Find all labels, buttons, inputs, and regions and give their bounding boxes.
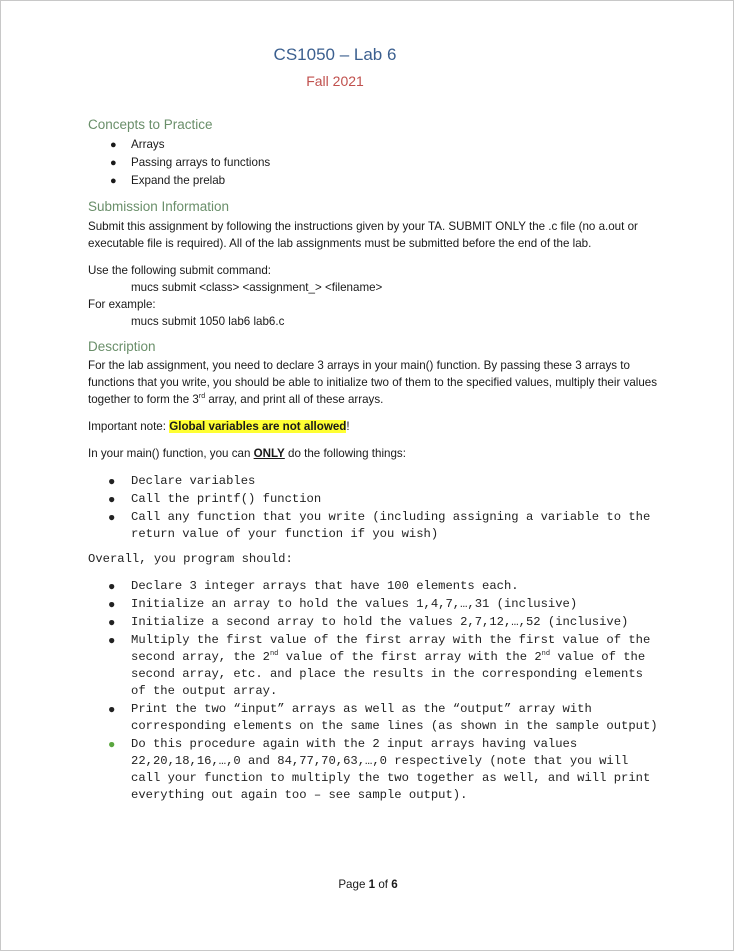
bullet-icon: ● — [108, 615, 116, 629]
list-item: ● Print the two “input” arrays as well as the “output” array with corresponding elements on the same lines (as shown in the sample output) — [108, 702, 658, 733]
description-paragraph: For the lab assignment, you need to declare 3 arrays in your main() function. By passing these 3 arrays to functions that you write, you should be able to initialize two of them to the specified values, multiply their values together to form the 3rd array, and print all of these arrays. — [88, 359, 658, 406]
example-command: mucs submit 1050 lab6 lab6.c — [131, 315, 285, 328]
bullet-icon: ● — [110, 139, 117, 151]
list-item: ● Call any function that you write (including assigning a variable to the return value of your function if you wish) — [108, 510, 651, 541]
list-item: ● Declare 3 integer arrays that have 100 elements each. — [108, 579, 519, 593]
submission-paragraph: Submit this assignment by following the instructions given by your TA. SUBMIT ONLY the .c file (no a.out or executable file is required). All of the lab assignments must be submitted before the end of the lab. — [88, 220, 638, 250]
bullet-icon: ● — [108, 474, 116, 488]
document-title: CS1050 – Lab 6 — [273, 45, 397, 64]
overall-label: Overall, you program should: — [88, 552, 293, 566]
only-emphasis: ONLY — [253, 447, 285, 460]
bullet-icon: ● — [108, 579, 116, 593]
submit-command-label: Use the following submit command: — [88, 264, 272, 277]
page-footer: Page 1 of 6 — [338, 878, 398, 891]
list-item: ● Passing arrays to functions — [88, 154, 658, 172]
bullet-icon: ● — [108, 492, 116, 506]
bullet-icon: ● — [108, 702, 116, 716]
bullet-icon: ● — [108, 510, 116, 524]
bullet-icon: ● — [108, 597, 116, 611]
list-item: ● Do this procedure again with the 2 input arrays having values 22,20,18,16,…,0 and 84,77,70,63,…,0 respectively (note that you will call your function to multiply the two together as well, and will print everything out again too – see sample output). — [108, 737, 651, 802]
concepts-heading: Concepts to Practice — [88, 117, 213, 132]
list-item: ● Initialize a second array to hold the values 2,7,12,…,52 (inclusive) — [108, 615, 629, 629]
list-item: ● Initialize an array to hold the values 1,4,7,…,31 (inclusive) — [108, 597, 578, 611]
important-note: Important note: Global variables are not allowed! — [88, 420, 350, 433]
list-item: ● Arrays — [88, 136, 658, 154]
main-function-list — [88, 473, 658, 544]
concepts-list — [88, 136, 658, 190]
list-item: ● Call the printf() function — [108, 492, 322, 506]
overall-list — [88, 578, 658, 805]
page-number: 1 — [368, 878, 376, 891]
bullet-icon: ● — [110, 175, 117, 187]
submit-command: mucs submit <class> <assignment_> <filename> — [131, 281, 383, 294]
submission-heading: Submission Information — [88, 199, 230, 214]
list-item: ● Declare variables — [108, 474, 256, 488]
highlight-global-variables: Global variables are not allowed — [169, 420, 347, 433]
document-subtitle: Fall 2021 — [306, 73, 364, 89]
list-item: ● Multiply the first value of the first array with the first value of the second array, the 2nd value of the first array with the 2nd value of the second array, etc. and place the results in the corresponding elements of the output array. — [108, 633, 651, 698]
list-item: ● Expand the prelab — [88, 172, 658, 190]
bullet-icon: ● — [108, 633, 116, 647]
bullet-icon: ● — [108, 737, 116, 751]
bullet-icon: ● — [110, 157, 117, 169]
page-total: 6 — [391, 878, 398, 891]
example-label: For example: — [88, 298, 156, 311]
description-heading: Description — [88, 339, 156, 354]
main-intro: In your main() function, you can ONLY do the following things: — [88, 447, 406, 460]
